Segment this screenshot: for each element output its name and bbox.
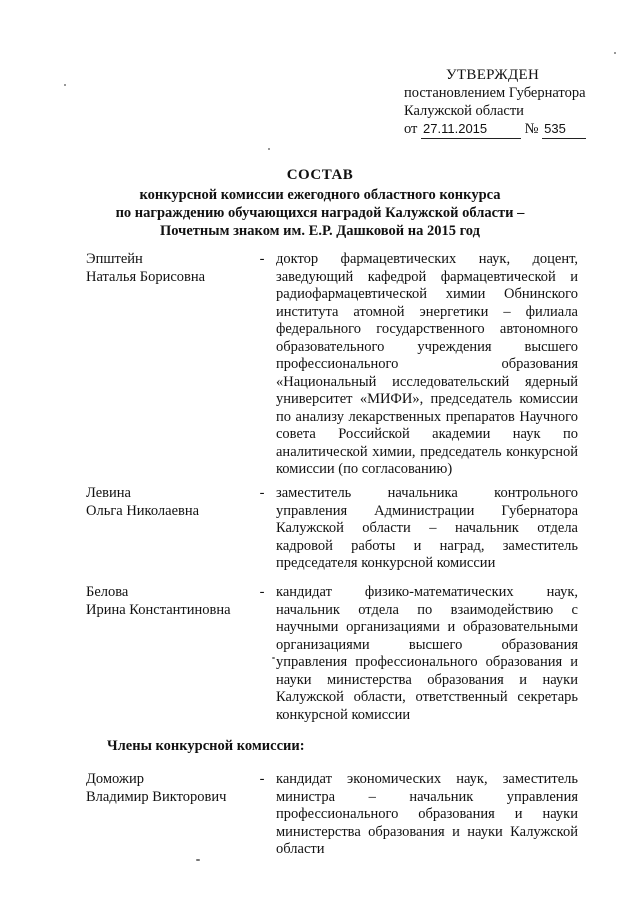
member-given-name: Наталья Борисовна: [86, 268, 206, 285]
document-title: СОСТАВ: [286, 167, 354, 183]
approval-number: 535: [542, 120, 586, 139]
committee-section-title: Члены конкурсной комиссии:: [107, 738, 305, 754]
member-name: [86, 584, 256, 619]
member-description: доктор фармацевтических наук, доцент, заведующий кафедрой фармацевтической и радиофармацевтической химии Обнинского института атомной энергетики – филиала федерального государственного автономного образовательного учреждения высшего профессионального образования «Национальный исследовательский ядерный университет «МИФИ», председатель комиссии по анализу лекарственных препаратов Научного совета Российской академии наук по аналитической химии, председатель конкурсной комиссии (по согласованию): [276, 251, 578, 477]
scan-speck: [614, 52, 616, 54]
approval-date-row: [404, 120, 624, 139]
member-description: кандидат физико-математических наук, начальник отдела по взаимодействию с научными организациями и образовательными организациями высшего образования управления профессионального образования и науки министерства образования и науки Калужской области, ответственный секретарь конкурсной комиссии: [276, 584, 578, 723]
approval-line-1: постановлением Губернатора: [404, 85, 586, 101]
heading-line-3: Почетным знаком им. Е.Р. Дашковой на 2015 год: [160, 223, 480, 239]
entry-dash: -: [259, 485, 265, 501]
entry-dash: -: [259, 771, 265, 787]
scan-speck: [64, 84, 66, 86]
member-name: [86, 251, 256, 286]
document-heading: [0, 166, 640, 240]
date-prefix: от: [404, 121, 418, 137]
approval-stamp: [404, 66, 624, 139]
member-surname: Эпштейн: [86, 251, 143, 267]
member-surname: Доможир: [86, 771, 144, 787]
approval-line-2: Калужской области: [404, 103, 524, 119]
scan-speck: [196, 859, 200, 861]
heading-line-2: по награждению обучающихся наградой Калужской области –: [115, 205, 525, 221]
approval-title: УТВЕРЖДЕН: [446, 67, 540, 83]
heading-line-1: конкурсной комиссии ежегодного областного конкурса: [139, 187, 501, 203]
member-surname: Левина: [86, 485, 131, 501]
member-given-name: Ольга Николаевна: [86, 502, 200, 519]
scan-speck: [268, 148, 270, 150]
member-name: [86, 771, 256, 806]
entry-dash: -: [259, 584, 265, 600]
number-prefix: №: [524, 121, 539, 137]
member-description: кандидат экономических наук, заместитель министра – начальник управления профессионального образования и науки министерства образования и науки Калужской области: [276, 771, 578, 857]
member-given-name: Ирина Константиновна: [86, 601, 231, 618]
scan-speck: [272, 657, 275, 659]
approval-date: 27.11.2015: [421, 120, 521, 139]
entry-dash: -: [259, 251, 265, 267]
member-name: [86, 485, 256, 520]
member-description: заместитель начальника контрольного управления Администрации Губернатора Калужской области – начальник отдела кадровой работы и наград, заместитель председателя конкурсной комиссии: [276, 485, 578, 571]
member-surname: Белова: [86, 584, 129, 600]
member-given-name: Владимир Викторович: [86, 788, 227, 805]
